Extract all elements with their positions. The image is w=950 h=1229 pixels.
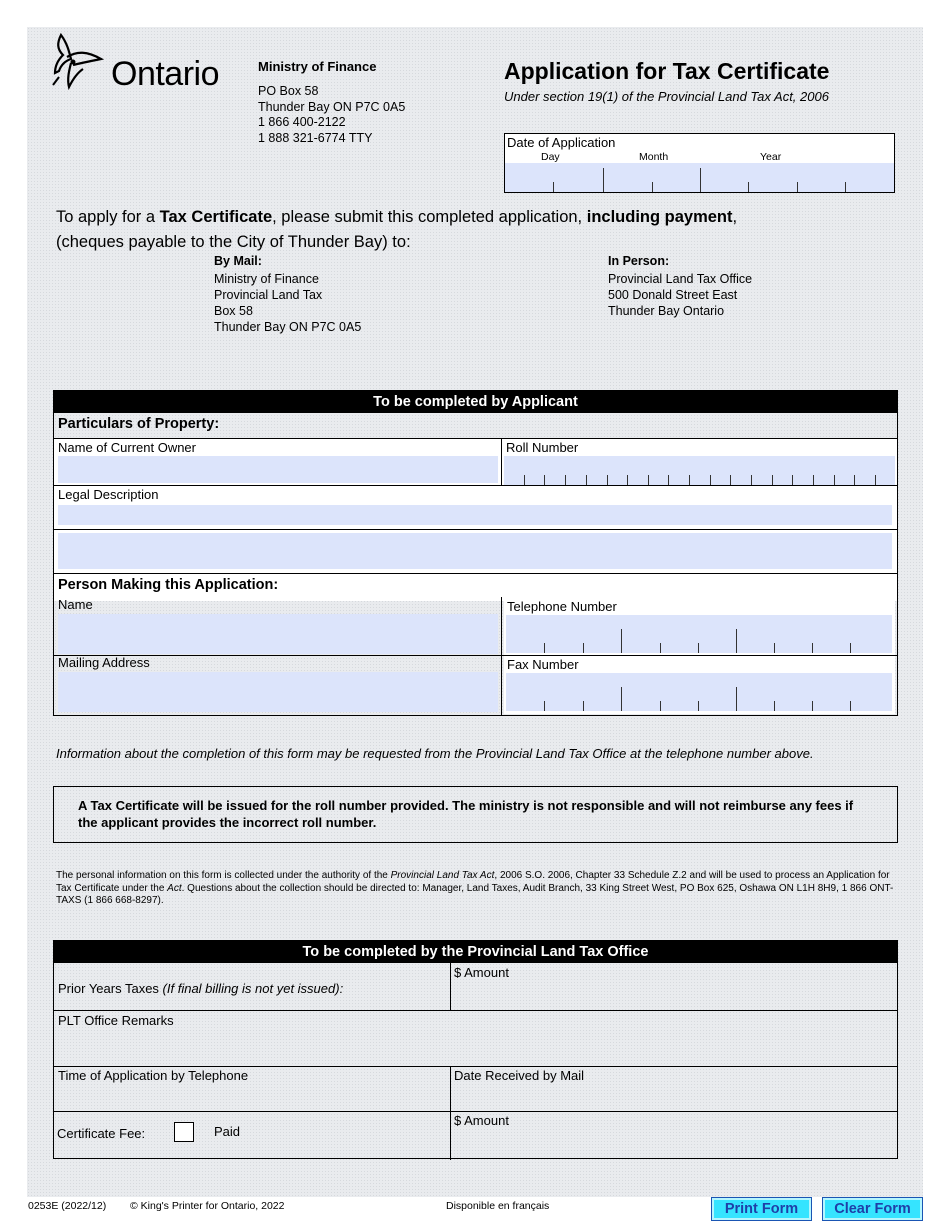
legal-description-label: Legal Description — [58, 487, 159, 502]
clear-form-button[interactable]: Clear Form — [822, 1197, 923, 1221]
legal-description-line-2[interactable] — [58, 533, 892, 569]
mailing-address-input[interactable] — [58, 672, 498, 712]
person-line: 500 Donald Street East — [608, 288, 738, 302]
owner-label: Name of Current Owner — [58, 440, 196, 455]
in-person-heading: In Person: — [608, 254, 670, 268]
info-note: Information about the completion of this form may be requested from the Provincial Land Tax Office at the telephone number above. — [56, 746, 814, 761]
person-heading: Person Making this Application: — [58, 577, 279, 593]
by-mail-block — [214, 254, 361, 335]
day-label: Day — [541, 151, 560, 163]
fax-label: Fax Number — [507, 657, 579, 672]
certificate-fee-label: Certificate Fee: — [57, 1126, 146, 1141]
owner-name-input[interactable] — [58, 456, 498, 483]
copyright: © King's Printer for Ontario, 2022 — [130, 1200, 285, 1212]
prior-years-label: Prior Years Taxes (If final billing is not yet issued): — [58, 981, 344, 996]
print-form-button[interactable]: Print Form — [711, 1197, 812, 1221]
year-label: Year — [760, 151, 782, 163]
logo-text: Ontario — [111, 55, 219, 93]
trillium-logo-icon — [49, 29, 111, 91]
time-of-application-label: Time of Application by Telephone — [58, 1068, 249, 1083]
mail-line: Ministry of Finance — [214, 272, 319, 286]
address-line: Thunder Bay ON P7C 0A5 — [258, 99, 406, 114]
form-number: 0253E (2022/12) — [28, 1200, 107, 1212]
mailing-address-label: Mailing Address — [58, 655, 150, 670]
ministry-name: Ministry of Finance — [258, 59, 377, 74]
date-input[interactable] — [505, 163, 894, 192]
applicant-section-bar: To be completed by Applicant — [54, 391, 897, 413]
privacy-statement: The personal information on this form is collected under the authority of the Provincial Land Tax Act, 2006 S.O. 2006, Chapter 33 Schedule Z.2 and will be used to process an Application for Tax Certificate under the Act. Questions about the collection should be directed to: Manager, Land Taxes, Audit Branch, 33 King Street West, PO Box 625, Oshawa ON L1H 8H9, 1 866 ONT-TAXS (1 866 668-8297). — [56, 870, 894, 906]
legal-description-line-1[interactable] — [58, 505, 892, 525]
intro-text: To apply for a Tax Certificate, please submit this completed application, including payment, (cheques payable to the City of Thunder Bay) to: — [56, 208, 738, 251]
date-of-application-box — [504, 133, 895, 193]
ministry-address — [258, 84, 405, 146]
mail-line: Provincial Land Tax — [214, 288, 323, 302]
name-label: Name — [58, 597, 93, 612]
paid-checkbox[interactable] — [174, 1122, 194, 1142]
amount-label-2: $ Amount — [454, 1113, 509, 1128]
person-line: Provincial Land Tax Office — [608, 272, 753, 286]
date-received-label: Date Received by Mail — [454, 1068, 585, 1083]
office-section-bar: To be completed by the Provincial Land Tax Office — [54, 941, 897, 963]
fax-input[interactable] — [506, 673, 892, 711]
office-section — [53, 940, 898, 1159]
applicant-name-input[interactable] — [58, 614, 498, 654]
paid-label: Paid — [214, 1124, 241, 1139]
date-label: Date of Application — [507, 135, 616, 150]
form-subtitle: Under section 19(1) of the Provincial Land Tax Act, 2006 — [504, 89, 829, 104]
telephone-label: Telephone Number — [507, 599, 617, 614]
roll-number-input[interactable] — [504, 456, 895, 485]
roll-number-warning: A Tax Certificate will be issued for the roll number provided. The ministry is not responsible and will not reimburse any fees if the applicant provides the incorrect roll number. — [53, 786, 898, 843]
particulars-heading: Particulars of Property: — [58, 416, 220, 432]
in-person-block — [608, 254, 752, 319]
address-line: 1 888 321-6774 TTY — [258, 130, 373, 145]
person-line: Thunder Bay Ontario — [608, 304, 725, 318]
address-line: 1 866 400-2122 — [258, 115, 346, 129]
mail-line: Box 58 — [214, 304, 253, 318]
applicant-section — [53, 390, 898, 716]
roll-number-label: Roll Number — [506, 440, 579, 455]
remarks-label: PLT Office Remarks — [58, 1013, 174, 1028]
form-page — [27, 27, 923, 1197]
french-availability: Disponible en français — [446, 1200, 550, 1212]
month-label: Month — [639, 151, 669, 163]
address-line: PO Box 58 — [258, 84, 319, 98]
by-mail-heading: By Mail: — [214, 254, 262, 268]
amount-label: $ Amount — [454, 965, 509, 980]
mail-line: Thunder Bay ON P7C 0A5 — [214, 320, 362, 334]
form-title: Application for Tax Certificate — [504, 58, 830, 84]
telephone-input[interactable] — [506, 615, 892, 653]
